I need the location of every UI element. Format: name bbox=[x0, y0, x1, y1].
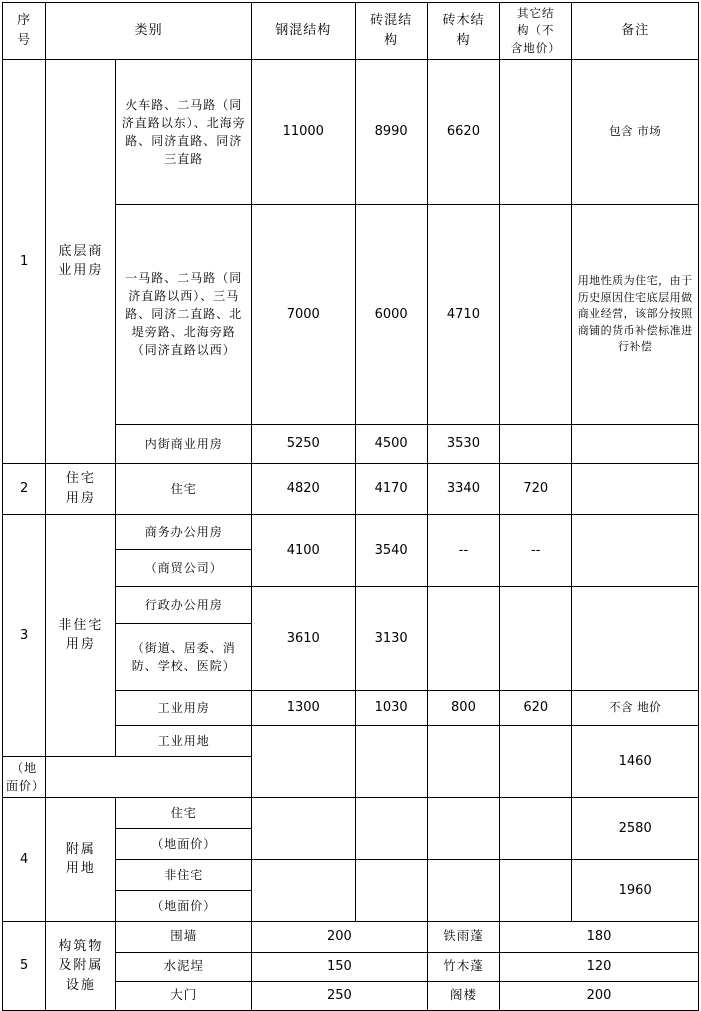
table-row bbox=[3, 514, 699, 549]
row4-sub2-label-a: 非住宅 bbox=[116, 859, 252, 890]
row3-sub4-label-a: 工业用地 bbox=[116, 725, 252, 756]
row-index-4: 4 bbox=[3, 797, 46, 921]
row1-sub3-steel-concrete: 5250 bbox=[252, 424, 355, 463]
row3-sub1-brick-wood: -- bbox=[427, 514, 499, 586]
row5-pair2-value-b: 120 bbox=[500, 952, 699, 981]
row2-remark bbox=[572, 463, 699, 514]
header-steel-concrete: 钢混结构 bbox=[252, 3, 355, 60]
compensation-standard-sheet bbox=[0, 2, 701, 1003]
row3-sub4-label-b: （地面价） bbox=[3, 756, 46, 797]
header-brick-wood-line1: 砖木结 bbox=[442, 13, 485, 29]
header-remark: 备注 bbox=[572, 3, 699, 60]
row3-sub4-other bbox=[500, 725, 572, 797]
row-category-3-line1: 非住宅 bbox=[58, 617, 104, 633]
row1-sub2-brick-wood: 4710 bbox=[427, 204, 499, 424]
row3-sub2-brick-concrete: 3130 bbox=[355, 586, 427, 690]
row-category-1-line1: 底层商 bbox=[58, 243, 104, 259]
row5-pair3-value-b: 200 bbox=[500, 981, 699, 1010]
row4-sub1-label-a: 住宅 bbox=[116, 797, 252, 828]
header-index-line2: 号 bbox=[17, 32, 32, 48]
row1-sub1-remark: 包含 市场 bbox=[572, 59, 699, 204]
table-row bbox=[3, 921, 699, 952]
row1-sub1-other bbox=[500, 59, 572, 204]
row3-sub2-brick-wood bbox=[427, 586, 499, 690]
row3-sub2-remark bbox=[572, 586, 699, 690]
row1-sub2-remark: 用地性质为住宅，由于历史原因住宅底层用做商业经营，该部分按照商铺的货币补偿标准进行补偿 bbox=[572, 204, 699, 424]
row4-sub2-label-b: （地面价） bbox=[116, 890, 252, 921]
row3-sub2-label-b: （街道、居委、消防、学校、医院） bbox=[116, 623, 252, 690]
row-category-2-line1: 住宅 bbox=[65, 471, 96, 487]
row2-other: 720 bbox=[500, 463, 572, 514]
row5-pair2-value-a: 150 bbox=[252, 952, 428, 981]
row1-sub3-brick-concrete: 4500 bbox=[355, 424, 427, 463]
row-category-5-line2: 及附属 bbox=[58, 958, 104, 973]
row1-sub2-steel-concrete: 7000 bbox=[252, 204, 355, 424]
row3-sub4-brick-concrete bbox=[355, 725, 427, 797]
row-index-5: 5 bbox=[3, 921, 46, 1010]
row3-sub1-steel-concrete: 4100 bbox=[252, 514, 355, 586]
row4-sub1-steel-concrete bbox=[252, 797, 355, 859]
row-category-5-line1: 构筑物 bbox=[58, 938, 104, 954]
row3-sub3-steel-concrete: 1300 bbox=[252, 690, 355, 725]
row3-sub2-other bbox=[500, 586, 572, 690]
table-header-row bbox=[3, 3, 699, 60]
row-category-4-line2: 用地 bbox=[65, 861, 96, 877]
table-row bbox=[3, 463, 699, 514]
row1-sub2-other bbox=[500, 204, 572, 424]
header-index-line1: 序 bbox=[17, 13, 32, 29]
row-category-2 bbox=[46, 463, 116, 514]
header-brick-wood-line2: 构 bbox=[456, 32, 471, 48]
row4-sub1-other bbox=[500, 797, 572, 859]
row-category-4 bbox=[46, 797, 116, 921]
row2-sub1-label: 住宅 bbox=[116, 463, 252, 514]
header-brick-concrete-line1: 砖混结 bbox=[370, 13, 413, 29]
row3-sub3-label: 工业用房 bbox=[116, 690, 252, 725]
row1-sub1-brick-concrete: 8990 bbox=[355, 59, 427, 204]
row5-pair1-name-a: 围墙 bbox=[116, 921, 252, 952]
row5-pair3-name-a: 大门 bbox=[116, 981, 252, 1010]
row5-pair1-value-b: 180 bbox=[500, 921, 699, 952]
row5-pair1-value-a: 200 bbox=[252, 921, 428, 952]
row1-sub3-remark bbox=[572, 424, 699, 463]
row3-sub1-label-a: 商务办公用房 bbox=[116, 514, 252, 549]
row4-sub2-brick-concrete bbox=[355, 859, 427, 921]
row3-sub1-label-b: （商贸公司） bbox=[116, 549, 252, 586]
row2-steel-concrete: 4820 bbox=[252, 463, 355, 514]
table-row bbox=[3, 797, 699, 828]
row2-brick-concrete: 4170 bbox=[355, 463, 427, 514]
header-index bbox=[3, 3, 46, 60]
row1-sub3-label: 内街商业用房 bbox=[116, 424, 252, 463]
header-other-line1: 其它结 bbox=[516, 6, 555, 20]
row4-sub2-brick-wood bbox=[427, 859, 499, 921]
row-category-5-line3: 设施 bbox=[65, 977, 96, 993]
row3-sub3-brick-wood: 800 bbox=[427, 690, 499, 725]
row1-sub3-other bbox=[500, 424, 572, 463]
header-other-line3: 含地价） bbox=[510, 40, 561, 55]
header-brick-wood bbox=[427, 3, 499, 60]
row1-sub1-brick-wood: 6620 bbox=[427, 59, 499, 204]
row5-pair3-name-b: 阁楼 bbox=[427, 981, 499, 1010]
row3-sub4-steel-concrete bbox=[252, 725, 355, 797]
row3-sub4-remark: 1460 bbox=[572, 725, 699, 797]
row3-sub1-remark bbox=[572, 514, 699, 586]
row1-sub1-steel-concrete: 11000 bbox=[252, 59, 355, 204]
header-other-structure bbox=[500, 3, 572, 60]
row5-pair3-value-a: 250 bbox=[252, 981, 428, 1010]
row3-sub1-brick-concrete: 3540 bbox=[355, 514, 427, 586]
row-category-2-line2: 用房 bbox=[65, 490, 96, 506]
row3-sub4-brick-wood bbox=[427, 725, 499, 797]
row2-brick-wood: 3340 bbox=[427, 463, 499, 514]
row4-sub1-brick-concrete bbox=[355, 797, 427, 859]
header-other-line2: 构（不 bbox=[516, 23, 555, 38]
row-index-3: 3 bbox=[3, 514, 46, 756]
row3-sub3-other: 620 bbox=[500, 690, 572, 725]
row-category-3 bbox=[46, 514, 116, 756]
row5-pair2-name-a: 水泥埕 bbox=[116, 952, 252, 981]
row-category-4-line1: 附属 bbox=[65, 841, 96, 857]
row-index-2: 2 bbox=[3, 463, 46, 514]
row1-sub2-label: 一马路、二马路（同济直路以西）、三马路、同济二直路、北堤旁路、北海旁路（同济直路以西） bbox=[116, 204, 252, 424]
row-category-3-line2: 用房 bbox=[65, 637, 96, 653]
row4-sub2-remark: 1960 bbox=[572, 859, 699, 921]
header-brick-concrete bbox=[355, 3, 427, 60]
row4-sub1-brick-wood bbox=[427, 797, 499, 859]
row4-sub2-other bbox=[500, 859, 572, 921]
row1-sub3-brick-wood: 3530 bbox=[427, 424, 499, 463]
row5-pair1-name-b: 铁雨蓬 bbox=[427, 921, 499, 952]
row3-sub3-brick-concrete: 1030 bbox=[355, 690, 427, 725]
row1-sub2-brick-concrete: 6000 bbox=[355, 204, 427, 424]
row-category-1-line2: 业用房 bbox=[58, 263, 104, 279]
row3-sub1-other: -- bbox=[500, 514, 572, 586]
row4-sub2-steel-concrete bbox=[252, 859, 355, 921]
row4-sub1-remark: 2580 bbox=[572, 797, 699, 859]
compensation-table bbox=[2, 2, 699, 1011]
row4-sub1-label-b: （地面价） bbox=[116, 828, 252, 859]
table-row bbox=[3, 59, 699, 204]
row3-sub2-steel-concrete: 3610 bbox=[252, 586, 355, 690]
row-category-1 bbox=[46, 59, 116, 463]
row3-sub3-remark: 不含 地价 bbox=[572, 690, 699, 725]
header-brick-concrete-line2: 构 bbox=[384, 32, 399, 48]
row3-sub2-label-a: 行政办公用房 bbox=[116, 586, 252, 623]
row5-pair2-name-b: 竹木蓬 bbox=[427, 952, 499, 981]
header-category: 类别 bbox=[46, 3, 252, 60]
row1-sub1-label: 火车路、二马路（同济直路以东）、北海旁路、同济直路、同济三直路 bbox=[116, 59, 252, 204]
row-index-1: 1 bbox=[3, 59, 46, 463]
